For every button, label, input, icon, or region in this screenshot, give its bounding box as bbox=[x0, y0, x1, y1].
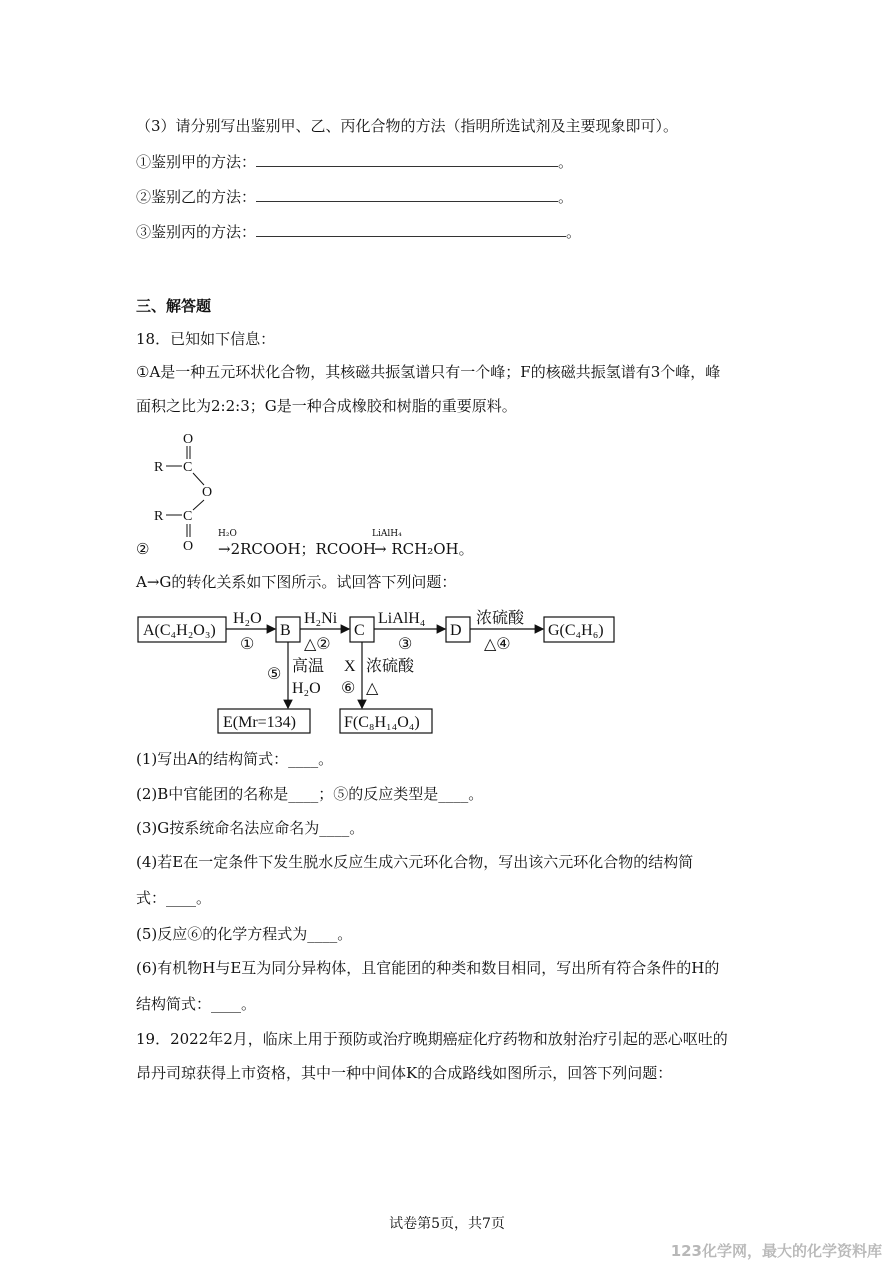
info2-number: ② bbox=[136, 540, 150, 558]
q18-intro: 18．已知如下信息： bbox=[136, 330, 276, 348]
section-title: 三、解答题 bbox=[136, 297, 212, 315]
question-5: (5)反应⑥的化学方程式为____。 bbox=[136, 925, 353, 943]
bond-c-o-mid-bottom bbox=[193, 500, 204, 510]
cond-be-label2: H₂O bbox=[292, 680, 321, 697]
page-footer: 试卷第5页，共7页 bbox=[389, 1216, 505, 1232]
cond-cf-x: X bbox=[344, 658, 356, 675]
compound-a: A(C₄H₂O₃) bbox=[143, 622, 216, 639]
q18-info1-line2: 面积之比为2:2:3；G是一种合成橡胶和树脂的重要原料。 bbox=[136, 397, 517, 415]
atom-o-bottom: O bbox=[183, 539, 194, 554]
q19-line2: 昂丹司琼获得上市资格，其中一种中间体K的合成路线如图所示，回答下列问题： bbox=[136, 1064, 673, 1082]
atom-c-top: C bbox=[183, 460, 193, 475]
question-4-line2: 式：____。 bbox=[136, 889, 212, 907]
info2-reaction: →2RCOOH；RCOOH bbox=[218, 540, 377, 558]
cond-be-number: ⑤ bbox=[267, 666, 282, 683]
bond-c-o-mid-top bbox=[193, 473, 204, 485]
compound-e: E(Mr=134) bbox=[223, 714, 297, 731]
cond-be-label1: 高温 bbox=[292, 658, 325, 675]
answer-line-1 bbox=[136, 152, 573, 171]
info2-reaction-2: → RCH₂OH。 bbox=[374, 540, 474, 558]
atom-o-top: O bbox=[183, 432, 194, 447]
compound-g: G(C₄H₆) bbox=[548, 622, 604, 639]
lialh4-condition: LiAlH₄ bbox=[372, 529, 402, 539]
compound-b: B bbox=[280, 622, 291, 639]
cond-dg-bottom: △④ bbox=[484, 636, 511, 653]
atom-r-top: R bbox=[154, 460, 164, 475]
question-6-line1: (6)有机物H与E互为同分异构体，且官能团的种类和数目相同，写出所有符合条件的H的 bbox=[136, 959, 720, 977]
answer-blank-1[interactable] bbox=[256, 152, 558, 167]
question-3: (3)G按系统命名法应命名为____。 bbox=[136, 819, 365, 837]
cond-bc-top: H₂Ni bbox=[304, 610, 338, 627]
atom-r-bottom: R bbox=[154, 509, 164, 524]
answer-blank-2[interactable] bbox=[256, 187, 558, 202]
answer-line-2-end: 。 bbox=[558, 188, 574, 206]
cond-cd-top: LiAlH₄ bbox=[378, 610, 426, 627]
answer-line-1-label: ①鉴别甲的方法： bbox=[136, 153, 257, 171]
watermark: 123化学网，最大的化学资料库 bbox=[670, 1242, 882, 1260]
answer-line-2 bbox=[136, 187, 573, 206]
answer-line-2-label: ②鉴别乙的方法： bbox=[136, 188, 257, 206]
question-6-line2: 结构简式：____。 bbox=[136, 995, 257, 1013]
reaction-scheme bbox=[130, 600, 630, 736]
cond-cd-bottom: ③ bbox=[398, 636, 413, 653]
h2o-condition: H₂O bbox=[218, 529, 237, 539]
q18-info1-line1: ①A是一种五元环状化合物，其核磁共振氢谱只有一个峰；F的核磁共振氢谱有3个峰，峰 bbox=[136, 363, 721, 381]
question-2: (2)B中官能团的名称是____；⑤的反应类型是____。 bbox=[136, 785, 484, 803]
atom-o-mid: O bbox=[202, 485, 213, 500]
cond-cf-label1: 浓硫酸 bbox=[366, 658, 415, 675]
q17-part3: （3）请分别写出鉴别甲、乙、丙化合物的方法（指明所选试剂及主要现象即可）。 bbox=[136, 117, 679, 135]
compound-c: C bbox=[354, 622, 365, 639]
question-1: (1)写出A的结构简式：____。 bbox=[136, 750, 334, 768]
cond-dg-top: 浓硫酸 bbox=[476, 610, 525, 627]
compound-f: F(C₈H₁₄O₄) bbox=[344, 714, 420, 731]
answer-line-3-label: ③鉴别丙的方法： bbox=[136, 223, 257, 241]
answer-blank-3[interactable] bbox=[256, 222, 566, 237]
cond-bc-bottom: △② bbox=[304, 636, 331, 653]
q19-line1: 19．2022年2月，临床上用于预防或治疗晚期癌症化疗药物和放射治疗引起的恶心呕吐的 bbox=[136, 1030, 728, 1048]
cond-cf-number: ⑥ bbox=[341, 680, 356, 697]
answer-line-3-end: 。 bbox=[566, 223, 582, 241]
question-4-line1: (4)若E在一定条件下发生脱水反应生成六元环化合物，写出该六元环化合物的结构简 bbox=[136, 853, 694, 871]
cond-ab-top: H₂O bbox=[233, 610, 262, 627]
atom-c-bottom: C bbox=[183, 509, 193, 524]
cond-ab-bottom: ① bbox=[240, 636, 255, 653]
answer-line-3 bbox=[136, 222, 581, 241]
cond-cf-label2: △ bbox=[366, 680, 379, 697]
compound-d: D bbox=[450, 622, 462, 639]
answer-line-1-end: 。 bbox=[558, 153, 574, 171]
scheme-caption: A→G的转化关系如下图所示。试回答下列问题： bbox=[136, 573, 457, 591]
